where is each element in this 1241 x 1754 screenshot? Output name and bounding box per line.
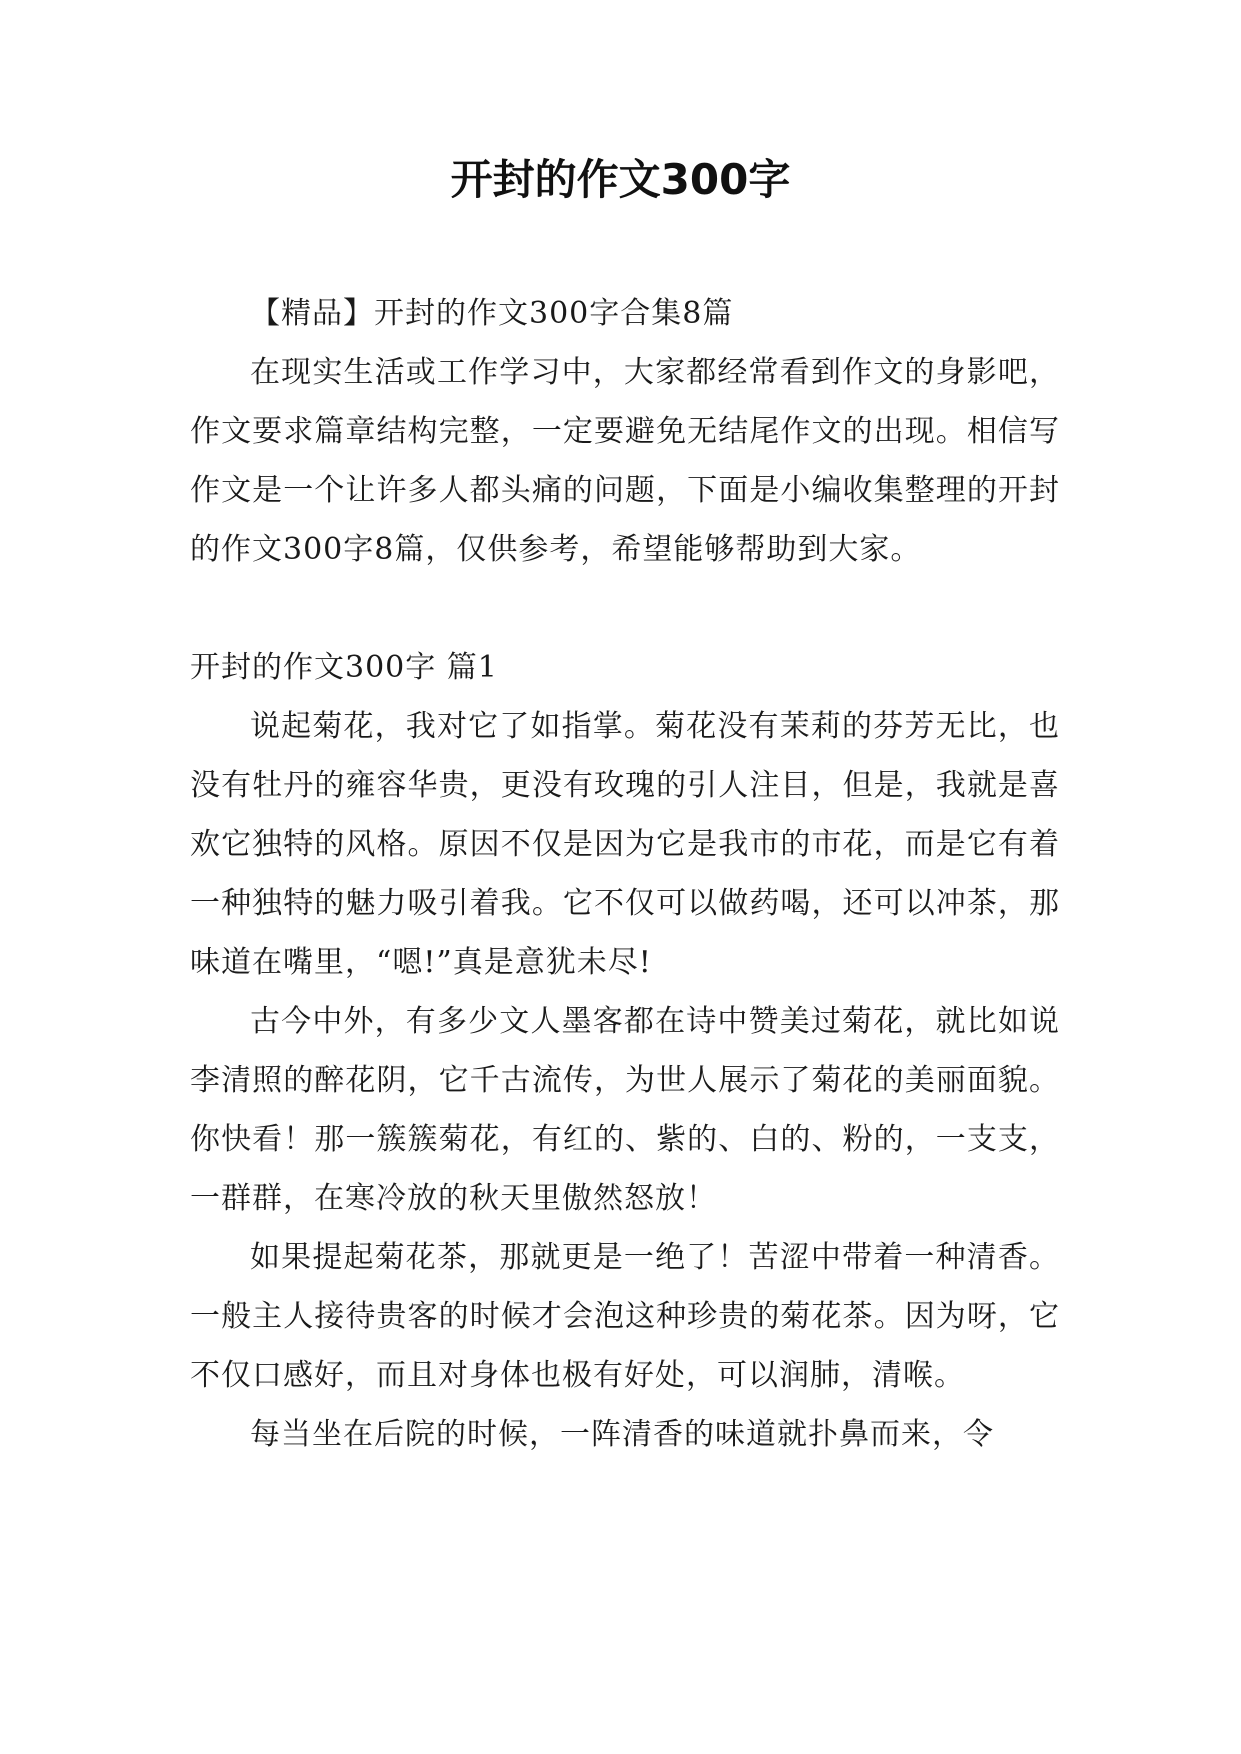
paragraph-spacer [190,579,1060,638]
section-heading: 开封的作文300字 篇1 [190,650,498,685]
intro-paragraph: 在现实生活或工作学习中，大家都经常看到作文的身影吧，作文要求篇章结构完整，一定要避免无结尾作文的出现。相信写作文是一个让许多人都头痛的问题，下面是小编收集整理的开封的作文300字8篇，仅供参考，希望能够帮助到大家。 [190,355,1060,567]
body-paragraph-4: 每当坐在后院的时候，一阵清香的味道就扑鼻而来，令 [250,1417,994,1452]
body-paragraph-3: 如果提起菊花茶，那就更是一绝了！苦涩中带着一种清香。一般主人接待贵客的时候才会泡这种珍贵的菊花茶。因为呀，它不仅口感好，而且对身体也极有好处，可以润肺，清喉。 [190,1240,1060,1393]
intro-heading: 【精品】开封的作文300字合集8篇 [250,296,734,331]
document-body [190,284,1060,1464]
page-title: 开封的作文300字 [450,155,791,204]
body-paragraph-2: 古今中外，有多少文人墨客都在诗中赞美过菊花，就比如说李清照的醉花阴，它千古流传，为世人展示了菊花的美丽面貌。你快看！那一簇簇菊花，有红的、紫的、白的、粉的，一支支，一群群，在寒冷放的秋天里傲然怒放！ [190,1004,1060,1216]
body-paragraph-1: 说起菊花，我对它了如指掌。菊花没有茉莉的芬芳无比，也没有牡丹的雍容华贵，更没有玫瑰的引人注目，但是，我就是喜欢它独特的风格。原因不仅是因为它是我市的市花，而是它有着一种独特的魅力吸引着我。它不仅可以做药喝，还可以冲茶，那味道在嘴里，“嗯!”真是意犹未尽! [190,709,1060,980]
